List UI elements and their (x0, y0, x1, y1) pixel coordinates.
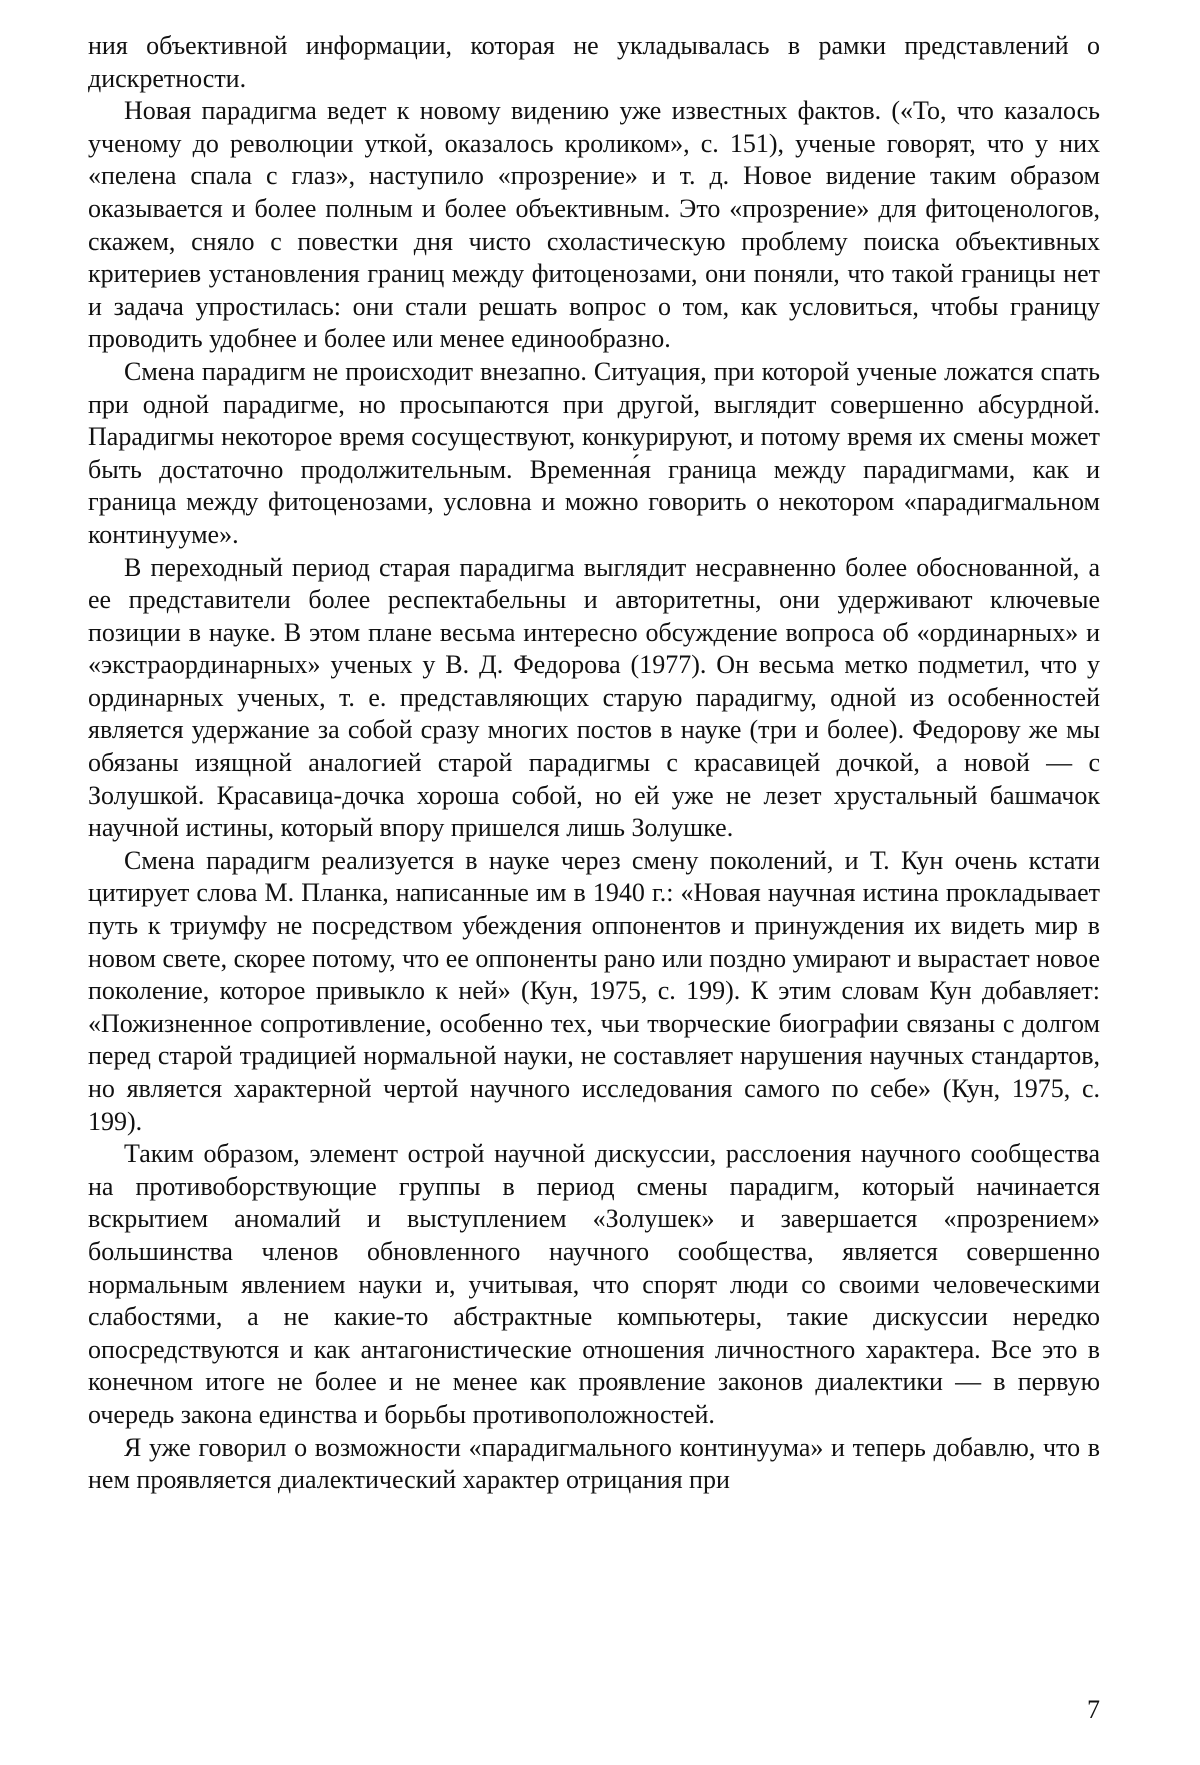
paragraph-paradigm-change: Смена парадигм не происходит внезапно. Ситуация, при которой ученые ложатся спать при одной парадигме, но просыпаются при другой, выглядит совершенно абсурдной. Парадигмы некоторое время сосуществуют, конкурируют, и потому время их смены может быть достаточно продолжительным. Временна́я граница между парадигмами, как и граница между фитоценозами, условна и можно говорить о некотором «парадигмальном континууме». (88, 356, 1100, 549)
paragraph-scientific-discussion: Таким образом, элемент острой научной дискуссии, расслоения научного сообщества на противоборствующие группы в период смены парадигм, который начинается вскрытием аномалий и выступлением «Золушек» и завершается «прозрением» большинства членов обновленного научного сообщества, является совершенно нормальным явлением науки и, учитывая, что спорят люди со своими человеческими слабостями, а не какие-то абстрактные компьютеры, такие дискуссии нередко опосредствуются и как антагонистические отношения личностного характера. Все это в конечном итоге не более и не менее как проявление законов диалектики — в первую очередь закона единства и борьбы противоположностей. (88, 1139, 1100, 1429)
paragraph-continuation: ния объективной информации, которая не укладывалась в рамки представлений о дискретности. (88, 31, 1100, 93)
paragraph-continuum: Я уже говорил о возможности «парадигмального континуума» и теперь добавлю, что в нем проявляется диалектический характер отрицания при (88, 1432, 1100, 1495)
page-body (88, 30, 1100, 1750)
paragraph-new-paradigm: Новая парадигма ведет к новому видению уже известных фактов. («То, что казалось ученому до революции уткой, оказалось кроликом», с. 151), ученые говорят, что у них «пелена спала с глаз», наступило «прозрение» и т. д. Новое видение таким образом оказывается и более полным и более объективным. Это «прозрение» для фитоценологов, скажем, сняло с повестки дня чисто схоластическую проблему поиска объективных критериев установления границ между фитоценозами, они поняли, что такой границы нет и задача упростилась: они стали решать вопрос о том, как условиться, чтобы границу проводить удобнее и более или менее единообразно. (88, 96, 1100, 354)
paragraph-generations: Смена парадигм реализуется в науке через смену поколений, и Т. Кун очень кстати цитирует слова М. Планка, написанные им в 1940 г.: «Новая научная истина прокладывает путь к триумфу не посредством убеждения оппонентов и принуждения их видеть мир в новом свете, скорее потому, что ее оппоненты рано или поздно умирают и вырастает новое поколение, которое привыкло к ней» (Кун, 1975, с. 199). К этим словам Кун добавляет: «Пожизненное сопротивление, особенно тех, чьи творческие биографии связаны с долгом перед старой традицией нормальной науки, не составляет нарушения научных стандартов, но является характерной чертой научного исследования самого по себе» (Кун, 1975, с. 199). (88, 845, 1100, 1136)
page-number: 7 (1087, 1695, 1100, 1724)
paragraph-transition-period: В переходный период старая парадигма выглядит несравненно более обоснованной, а ее представители более респектабельны и авторитетны, они удерживают ключевые позиции в науке. В этом плане весьма интересно обсуждение вопроса об «ординарных» и «экстраординарных» ученых у В. Д. Федорова (1977). Он весьма метко подметил, что у ординарных ученых, т. е. представляющих старую парадигму, одной из особенностей является удержание за собой сразу многих постов в науке (три и более). Федорову же мы обязаны изящной аналогией старой парадигмы с красавицей дочкой, а новой — с Золушкой. Красавица-дочка хороша собой, но ей уже не лезет хрустальный башмачок научной истины, который впору пришелся лишь Золушке. (88, 552, 1100, 843)
